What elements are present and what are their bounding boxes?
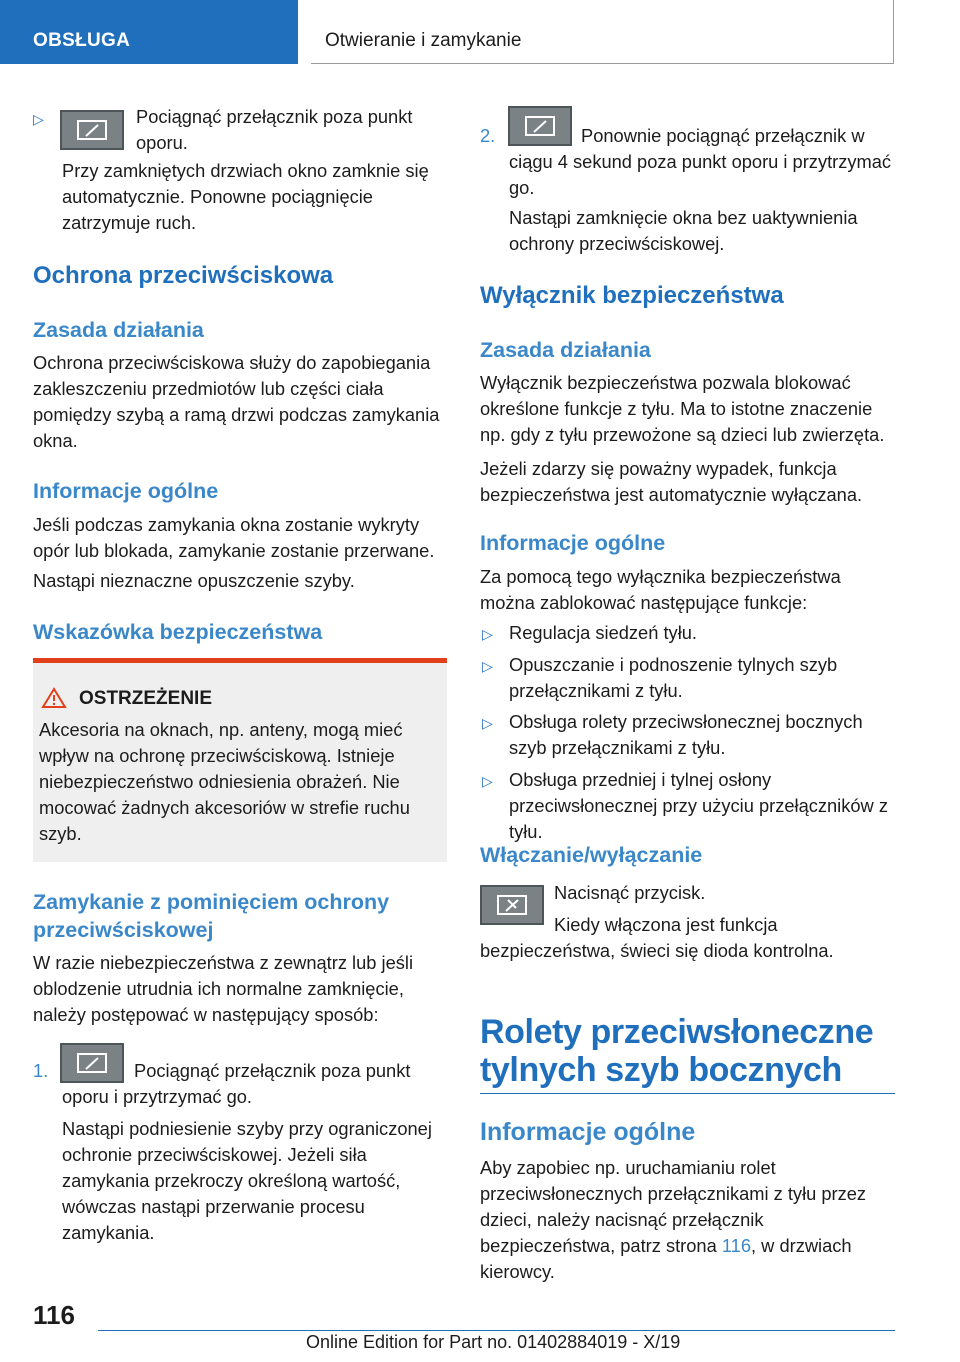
list-item: Obsługa rolety przeciwsłonecznej bocznych szyb przełącznikami z tyłu. [509, 711, 863, 758]
chapter-tab [311, 0, 894, 64]
paragraph: W razie niebezpieczeństwa z zewnątrz lub jeśli oblodzenie utrudnia ich normalne zamknięcie, należy postępować w następujący sposób: [33, 952, 414, 1025]
page-reference-link[interactable]: 116 [721, 1235, 751, 1256]
warning-box [33, 658, 447, 862]
step-text: Ponownie pociągnąć przełącznik w ciągu 4 sekund poza punkt oporu i przytrzymać go. [509, 125, 892, 198]
chapter-heading: Rolety przeciwsłoneczne tylnych szyb bocznych [480, 1013, 874, 1089]
subsection-heading: Informacje ogólne [480, 531, 666, 555]
subsection-heading: Informacje ogólne [480, 1118, 696, 1146]
step-text: Nacisnąć przycisk. [554, 882, 706, 903]
list-item: Opuszczanie i podnoszenie tylnych szyb przełącznikami z tyłu. [509, 654, 838, 701]
warning-text: Akcesoria na oknach, np. anteny, mogą mieć wpływ na ochronę przeciwściskową. Istnieje niebezpieczeństwo odniesienia obrażeń. Nie mocować żadnych akcesoriów w strefie ruchu szyb. [39, 719, 410, 844]
section-heading: Ochrona przeciwściskowa [33, 262, 334, 289]
section-label: OBSŁUGA [33, 30, 131, 51]
subsection-heading: Informacje ogólne [33, 479, 219, 503]
paragraph: Ochrona przeciwściskowa służy do zapobiegania zakleszczeniu przedmiotów lub części ciała pomiędzy szybą a ramą drzwi podczas zamykania okna. [33, 352, 440, 451]
section-heading: Wyłącznik bezpieczeństwa [480, 282, 784, 309]
paragraph: Nastąpi podniesienie szyby przy ograniczonej ochronie przeciwściskowej. Jeżeli siła zamykania przekroczy określoną wartość, wówczas nastąpi przerwanie procesu zamykania. [62, 1118, 432, 1243]
subsection-heading: Zasada działania [33, 318, 204, 342]
step-text: Pociągnąć przełącznik poza punkt oporu i przytrzymać go. [62, 1060, 411, 1107]
paragraph: Za pomocą tego wyłącznika bezpieczeństwa można zablokować następujące funkcje: [480, 566, 841, 613]
paragraph: Jeśli podczas zamykania okna zostanie wykryty opór lub blokada, zamykanie zostanie przerwane. [33, 514, 435, 561]
bullet-triangle-icon: ▷ [482, 626, 493, 642]
bullet-triangle-icon: ▷ [482, 773, 493, 789]
warning-triangle-icon [41, 687, 67, 709]
section-tab [0, 0, 298, 64]
paragraph: Kiedy włączona jest funkcja bezpieczeństwa, świeci się dioda kontrolna. [480, 914, 834, 961]
bullet-triangle-icon: ▷ [33, 111, 44, 127]
subsection-heading: Zamykanie z pominięciem ochrony przeciwściskowej [33, 890, 390, 942]
paragraph: Aby zapobiec np. uruchamianiu rolet przeciwsłonecznych przełącznikami z tyłu przez dzieci, należy nacisnąć przełącznik bezpieczeństwa, patrz strona 116, w drzwiach kierowcy. [480, 1157, 867, 1282]
paragraph: Jeżeli zdarzy się poważny wypadek, funkcja bezpieczeństwa jest automatycznie wyłączana. [480, 458, 863, 505]
list-item: Regulacja siedzeń tyłu. [509, 622, 697, 643]
subsection-heading: Włączanie/wyłączanie [480, 843, 703, 867]
step-text: Pociągnąć przełącznik poza punkt oporu. [136, 106, 413, 153]
bullet-triangle-icon: ▷ [482, 715, 493, 731]
paragraph: Nastąpi nieznaczne opuszczenie szyby. [33, 570, 355, 591]
chapter-label: Otwieranie i zamykanie [325, 30, 522, 51]
window-switch-icon [60, 110, 124, 150]
subsection-heading: Zasada działania [480, 338, 651, 362]
edition-note: Online Edition for Part no. 01402884019 - X/19 [306, 1332, 681, 1352]
page-number: 116 [33, 1300, 75, 1330]
paragraph: Nastąpi zamknięcie okna bez uaktywnienia ochrony przeciwściskowej. [509, 207, 858, 254]
bullet-triangle-icon: ▷ [482, 658, 493, 674]
warning-title: OSTRZEŻENIE [79, 688, 213, 709]
step-number: 1. [33, 1060, 49, 1081]
step-number: 2. [480, 125, 496, 146]
heading-rule [480, 1093, 895, 1094]
paragraph: Przy zamkniętych drzwiach okno zamknie się automatycznie. Ponowne pociągnięcie zatrzymuje ruch. [62, 160, 429, 233]
paragraph: Wyłącznik bezpieczeństwa pozwala blokować określone funkcje z tyłu. Ma to istotne znaczenie np. gdy z tyłu przewożone są dzieci lub zwierzęta. [480, 372, 885, 445]
list-item: Obsługa przedniej i tylnej osłony przeciwsłonecznej przy użyciu przełączników z tyłu. [509, 769, 888, 842]
footer-rule [98, 1330, 895, 1331]
subsection-heading: Wskazówka bezpieczeństwa [33, 620, 323, 644]
